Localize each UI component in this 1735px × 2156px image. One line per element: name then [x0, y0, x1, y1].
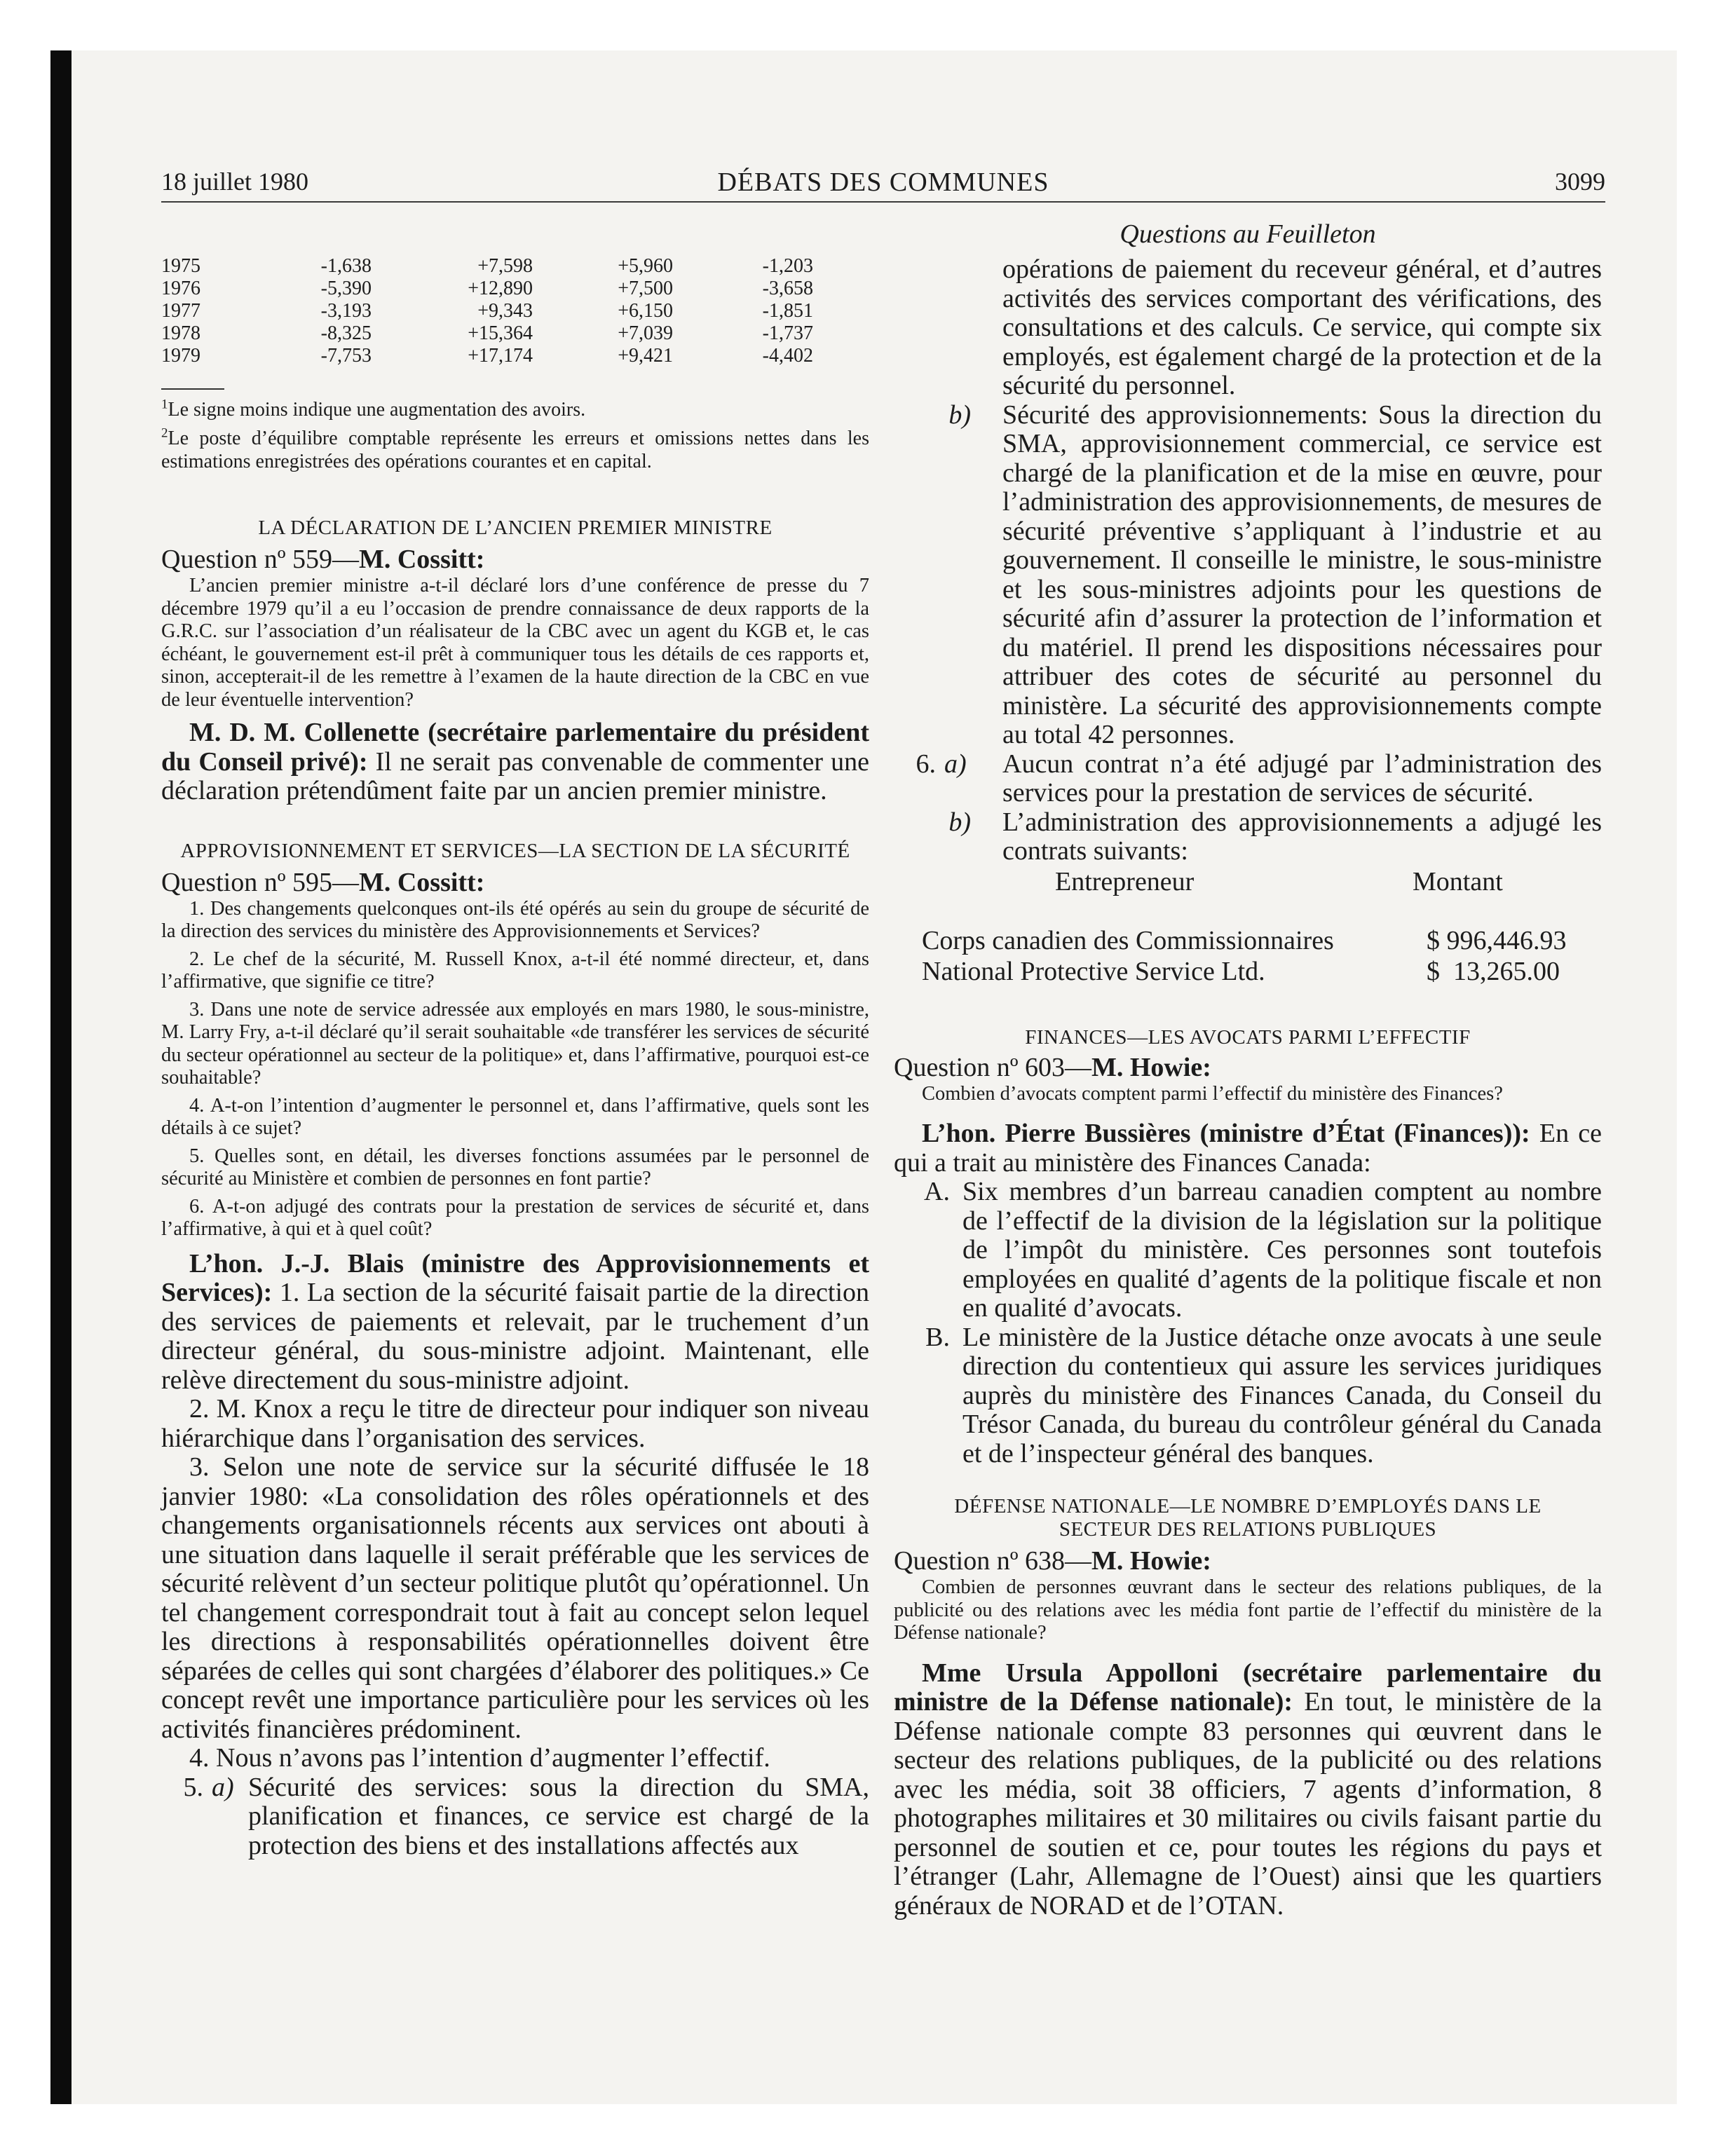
footnote-text: Le poste d’équilibre comptable représente les erreurs et omissions nettes dans les estimations enregistrées des opérations courantes et en capital.: [161, 428, 869, 472]
q603-question-line: [894, 1052, 1602, 1083]
q603-answer: [894, 1119, 1602, 1178]
q595-question-6: 6. A-t-on adjugé des contrats pour la prestation de services de sécurité et, dans l’affirmative, à qui et à quel coût?: [161, 1195, 869, 1240]
table-cell: 1975: [161, 255, 200, 277]
table-cell: 1977: [161, 300, 200, 322]
answer-text: Il ne serait pas convenable de commenter une déclaration prétendûment faite par un ancien premier ministre.: [161, 746, 869, 805]
item-letter: b): [948, 807, 971, 837]
table-row: [161, 300, 813, 322]
table-cell: +7,039: [618, 322, 673, 344]
table-cell: -1,851: [762, 300, 813, 322]
q595-answer-4: 4. Nous n’avons pas l’intention d’augmenter l’effectif.: [189, 1743, 770, 1773]
q595-answer-5b: [894, 401, 1602, 750]
item-letter: b): [948, 400, 971, 430]
answer-speaker: M. D. M. Collenette (secrétaire parlementaire du président du Conseil privé):: [161, 718, 869, 777]
table-cell: +7,500: [618, 278, 673, 299]
footnote-text: Le signe moins indique une augmentation des avoirs.: [168, 399, 586, 421]
q603-question-text: Combien d’avocats comptent parmi l’effectif du ministère des Finances?: [922, 1082, 1503, 1105]
page-number: 3099: [1555, 168, 1605, 196]
right-column: [894, 255, 1602, 1920]
table-cell: -1,638: [320, 255, 372, 277]
q595-answer-5a: [161, 1773, 869, 1861]
footnote-mark: 2: [161, 425, 168, 441]
contractor-name: Corps canadien des Commissionnaires: [922, 925, 1334, 955]
answer-text: En ce qui a trait au ministère des Finances Canada:: [894, 1119, 1602, 1178]
table-cell: -8,325: [320, 322, 372, 344]
table-cell: 1978: [161, 322, 200, 344]
q603-heading: FINANCES—LES AVOCATS PARMI L’EFFECTIF: [1025, 1025, 1471, 1049]
item-number: 6.: [916, 749, 936, 779]
answer-text: En tout, le ministère de la Défense nationale compte 83 personnes qui œuvrent dans le secteur des relations publiques, de la publicité ou des relations avec les média, soit 38 officiers, 7 agents d’information, 8 photographes militaires et 30 militaires ou civils faisant partie du personnel de soutien et ce, pour toutes les régions du pays et l’étranger (Lahr, Allemagne de l’Ouest) ainsi que les quartiers généraux de NORAD et de l’OTAN.: [894, 1687, 1602, 1920]
footnote-2: [161, 427, 869, 473]
footnote-1: [161, 398, 869, 421]
footnote-mark: 1: [161, 397, 168, 412]
q595-answer-6b: [894, 808, 1602, 866]
contract-amount: $ 996,446.93: [1427, 925, 1567, 955]
table-cell: -4,402: [762, 345, 813, 367]
q595-question-1: 1. Des changements quelconques ont-ils été opérés au sein du groupe de sécurité de la direction des services du ministère des Approvisionnements et Services?: [161, 897, 869, 942]
q559-question-text: L’ancien premier ministre a-t-il déclaré lors d’une conférence de presse du 7 décembre 1979 qu’il a eu l’occasion de prendre connaissance de deux rapports de la G.R.C. sur l’association d’un réalisateur de la CBC avec un agent du KGB et, le cas échéant, le gouvernement est-il prêt à communiquer tous les détails de ces rapports et, sinon, accepterait-il de les remettre à l’examen de la haute direction de la CBC en vue de leur éventuelle intervention?: [161, 575, 869, 711]
column-header: Montant: [1413, 866, 1503, 896]
q638-answer: [894, 1659, 1602, 1921]
table-row: [161, 322, 813, 345]
q638-question-line: [894, 1546, 1602, 1576]
table-cell: -7,753: [320, 345, 372, 367]
column-header: Entrepreneur: [1055, 866, 1195, 896]
balance-table: [161, 255, 813, 367]
header-rule: [161, 201, 1605, 203]
q595-question-line: [161, 867, 869, 898]
question-number: Question nº 559—: [161, 545, 359, 574]
contracts-table: [894, 866, 1602, 987]
q595-answer-2: 2. M. Knox a reçu le titre de directeur pour indiquer son niveau hiérarchique dans l’organisation des services.: [161, 1394, 869, 1453]
item-number: 5.: [183, 1772, 203, 1802]
question-number: Question nº 603—: [894, 1052, 1091, 1082]
table-cell: -1,737: [762, 322, 813, 344]
contractor-name: National Protective Service Ltd.: [922, 956, 1265, 986]
table-cell: +15,364: [468, 322, 533, 344]
table-row: [161, 278, 813, 300]
table-row: [161, 255, 813, 278]
item-letter: a): [944, 749, 967, 779]
answer-text: 1. La section de la sécurité faisait partie de la direction des services de paiements et relevait, par le truchement d’un directeur général, du sous-ministre adjoint. Maintenant, elle relève directement du sous-ministre adjoint.: [161, 1278, 869, 1395]
answer-speaker: L’hon. J.-J. Blais (ministre des Approvisionnements et Services):: [161, 1248, 869, 1307]
table-cell: +9,421: [618, 345, 673, 367]
question-number: Question nº 595—: [161, 867, 359, 897]
q595-question-5: 5. Quelles sont, en détail, les diverses fonctions assumées par le personnel de sécurité au Ministère et combien de personnes en font partie?: [161, 1145, 869, 1189]
item-text: Sécurité des services: sous la direction du SMA, planification et finances, ce service est chargé de la protection des biens et des installations affectés aux: [248, 1772, 869, 1860]
item-text: Six membres d’un barreau canadien comptent au nombre de l’effectif de la division de la législation sur la politique de l’impôt du ministère. Ces personnes sont toutefois employées en qualité d’agents de la politique fiscale et non en qualité d’avocats.: [962, 1177, 1602, 1323]
contract-row: [894, 925, 1602, 956]
contract-row: [894, 956, 1602, 987]
item-text: L’administration des approvisionnements a adjugé les contrats suivants:: [1002, 807, 1602, 866]
table-cell: 1976: [161, 278, 200, 299]
q595-question-3: 3. Dans une note de service adressée aux employés en mars 1980, le sous-ministre, M. Larry Fry, a-t-il déclaré qu’il serait souhaitable «de transférer les services de sécurité du secteur opérationnel au secteur de la politique» et, dans l’affirmative, pourquoi est-ce souhaitable?: [161, 998, 869, 1089]
table-cell: +9,343: [477, 300, 533, 322]
table-cell: +12,890: [468, 278, 533, 299]
item-letter: a): [212, 1772, 234, 1802]
item-text: Le ministère de la Justice détache onze avocats à une seule direction du contentieux qui assure les services juridiques auprès du ministère des Finances Canada, du Conseil du Trésor Canada, du bureau du contrôleur général du Canada et de l’inspecteur général des banques.: [962, 1322, 1602, 1468]
q595-answer-5a-continued: opérations de paiement du receveur général, et d’autres activités des services comportant des vérifications, des consultations et des calculs. Ce service, qui compte six employés, est également chargé de la protection et de la sécurité du personnel.: [1002, 254, 1602, 400]
table-cell: +7,598: [477, 255, 533, 277]
table-cell: 1979: [161, 345, 200, 367]
q603-answer-b: [894, 1323, 1602, 1469]
item-text: Aucun contrat n’a été adjugé par l’administration des services pour la prestation de services de sécurité.: [1002, 749, 1602, 807]
table-cell: -1,203: [762, 255, 813, 277]
table-cell: +6,150: [618, 300, 673, 322]
question-number: Question nº 638—: [894, 1546, 1091, 1576]
section-title: Questions au Feuilleton: [1120, 219, 1376, 249]
item-letter: B.: [925, 1322, 950, 1352]
answer-speaker: L’hon. Pierre Bussières (ministre d’État (Finances)):: [922, 1119, 1530, 1148]
q559-question-line: [161, 544, 869, 575]
left-column: [161, 255, 869, 1860]
table-row: [161, 345, 813, 367]
table-cell: -3,658: [762, 278, 813, 299]
scan-margin: [0, 0, 1735, 50]
table-cell: -3,193: [320, 300, 372, 322]
header-date: 18 juillet 1980: [161, 168, 308, 196]
header-title: DÉBATS DES COMMUNES: [717, 168, 1049, 197]
q559-heading: LA DÉCLARATION DE L’ANCIEN PREMIER MINISTRE: [258, 517, 773, 539]
item-text: Sécurité des approvisionnements: Sous la direction du SMA, approvisionnement commercial, ce service est chargé de la planification et de la mise en œuvre, pour l’administration des approvisionnements, de mesures de sécurité préventive s’appliquant à l’industrie et au gouvernement. Il conseille le ministre, le sous-ministre et les sous-ministres adjoints pour les questions de sécurité afin d’assurer la protection de l’information et du matériel. Il prend les dispositions nécessaires pour attribuer des cotes de sécurité au personnel du ministère. La sécurité des approvisionnements compte au total 42 personnes.: [1002, 400, 1602, 749]
question-member: M. Howie:: [1091, 1052, 1211, 1082]
question-member: M. Howie:: [1091, 1546, 1211, 1576]
q595-answer-3: 3. Selon une note de service sur la sécurité diffusée le 18 janvier 1980: «La consolidation des rôles opérationnels et des changements organisationnels récents aux services ont abouti à une situation dans laquelle il serait préférable que les services de sécurité relèvent d’un secteur politique plutôt qu’opérationnel. Un tel changement correspondrait tout à fait au concept selon lequel les directions à responsabilités opérationnelles doivent être séparées de celles qui sont chargées d’élaborer des politiques.» Ce concept revêt une importance particulière pour les services où les activités financières prédominent.: [161, 1452, 869, 1744]
contract-amount: $ 13,265.00: [1427, 956, 1560, 986]
q595-heading: APPROVISIONNEMENT ET SERVICES—LA SECTION DE LA SÉCURITÉ: [180, 839, 850, 862]
q595-answer-1: [161, 1250, 869, 1396]
q638-question-text: Combien de personnes œuvrant dans le secteur des relations publiques, de la publicité ou des relations avec les média font partie de l’effectif du ministère de la Défense nationale?: [894, 1576, 1602, 1644]
answer-speaker: Mme Ursula Appolloni (secrétaire parlementaire du ministre de la Défense nationale):: [894, 1658, 1602, 1717]
q595-answer-6a: [894, 750, 1602, 808]
table-cell: -5,390: [320, 278, 372, 299]
question-member: M. Cossitt:: [359, 867, 485, 897]
q559-answer: [161, 718, 869, 806]
contracts-header: [894, 866, 1602, 897]
q603-answer-a: [894, 1178, 1602, 1323]
q638-heading: DÉFENSE NATIONALE—LE NOMBRE D’EMPLOYÉS DANS LE SECTEUR DES RELATIONS PUBLIQUES: [954, 1495, 1542, 1541]
question-member: M. Cossitt:: [359, 545, 485, 574]
q595-question-2: 2. Le chef de la sécurité, M. Russell Knox, a-t-il été nommé directeur, et, dans l’affirmative, que signifie ce titre?: [161, 948, 869, 992]
table-cell: +5,960: [618, 255, 673, 277]
q595-question-4: 4. A-t-on l’intention d’augmenter le personnel et, dans l’affirmative, quels sont les détails à ce sujet?: [161, 1094, 869, 1139]
table-cell: +17,174: [468, 345, 533, 367]
scan-binding-edge: [50, 50, 72, 2104]
page-header: [161, 167, 1605, 199]
footnote-rule: [161, 388, 224, 390]
item-letter: A.: [924, 1177, 950, 1206]
